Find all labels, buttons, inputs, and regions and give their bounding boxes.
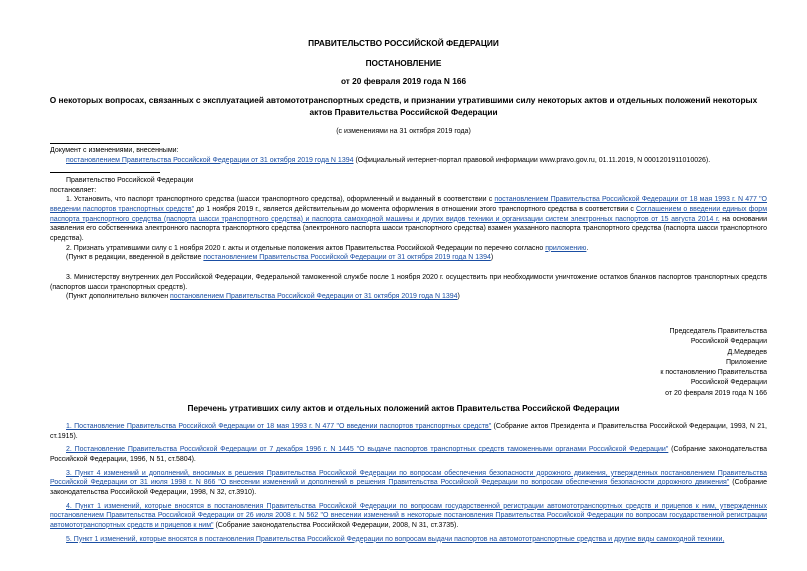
paragraph-3-note-text-b: ) [457,293,460,301]
changes-block [50,146,767,165]
signature-line-3: Д.Медведев [727,348,767,356]
paragraph-2-link[interactable]: приложению [545,244,587,252]
paragraph-2-note-link[interactable]: постановлением Правительства Российской Федерации от 31 октября 2019 года N 1394 [203,254,491,262]
paragraph-2-text-a: 2. Признать утратившими силу с 1 ноября 2020 г. акты и отдельные положения актов Правительства Российской Федерации по перечню согласно [66,244,546,252]
date-number-heading: от 20 февраля 2019 года N 166 [340,76,467,86]
list-item-4-text: (Собрание законодательства Российской Федерации, 2008, N 31, ст.3735). [213,521,459,529]
paragraph-2-text-b: . [586,244,589,252]
paragraph-2-note-text-a: (Пункт в редакции, введенной в действие [66,254,204,262]
changes-link[interactable]: постановлением Правительства Российской Федерации от 31 октября 2019 года N 1394 [66,156,354,164]
signature-line-1: Председатель Правительства [669,328,767,335]
changes-source: (Официальный интернет-портал правовой информации www.pravo.gov.ru, 01.11.2019, N 0001201911010026). [353,156,711,164]
changes-source-line [50,156,767,166]
list-item-3 [50,469,767,498]
paragraph-1-text-a: 1. Установить, что паспорт транспортного средства (шасси транспортного средства), оформленный и выданный в соответствии с [66,196,495,204]
paragraph-1-link-1[interactable]: постановлением Правительства Российской Федерации от 18 мая 1993 г. N 477 "О введении паспортов транспортных средств" [50,196,767,213]
doc-type-heading: ПОСТАНОВЛЕНИЕ [365,58,442,68]
list-item-1-link[interactable]: 1. Постановление Правительства Российской Федерации от 18 мая 1993 г. N 477 "О введении паспортов транспортных средств" [66,423,492,430]
paragraph-2-note-text-b: ) [490,254,494,262]
paragraph-2 [50,244,767,254]
list-item-2 [50,445,767,464]
document-title: О некоторых вопросах, связанных с эксплуатацией автомототранспортных средств, и признании утратившими силу некоторых актов и отдельных положений некоторых актов Правительства Российской Федерации [49,95,758,118]
preamble-line-2: постановляет: [50,186,97,194]
list-item-5-link[interactable]: 5. Пункт 1 изменений, которые вносятся в постановления Правительства Российской Федерации по вопросам выдачи паспортов на автомототранспортные средства и другие виды самоходной техники, [66,535,725,543]
paragraph-1 [50,195,767,243]
list-item-4 [50,502,767,531]
list-item-4-link[interactable]: 4. Пункт 1 изменений, которые вносятся в постановления Правительства Российской Федерации по вопросам государственной регистрации автомототранспортных средств и прицепов к ним, утвержденных постановлением Правительства Российской Федерации от 26 июля 2008 г. N 562 "О внесении изменений в некоторые постановления Правительства Российской Федерации по вопросам государственной регистрации автомототранспортных средств и прицепов к ним" [50,502,767,529]
paragraph-3-note [50,292,767,302]
paragraph-3: 3. Министерству внутренних дел Российской Федерации, Федеральной таможенной службе после 1 ноября 2020 г. осуществить при необходимости уничтожение остатков бланков паспортов транспортных средств (паспортов шасси транспортных средств). [50,273,767,291]
appendix-line-3: Российской Федерации [690,379,767,387]
appendix-line-1: Приложение [725,358,767,366]
list-item-3-text: (Собрание законодательства Российской Федерации, 1998, N 32, ст.3910). [50,479,767,496]
paragraph-1-text-c: на основании заявления его собственника электронного паспорта транспортного средства (электронного паспорта шасси транспортного средства) взамен указанного паспорта транспортного средства (паспорта шасси транспортного средства). [50,215,767,242]
body-block [50,176,767,302]
list-item-2-text: (Собрание законодательства Российской Федерации, 1996, N 51, ст.5804). [50,446,767,463]
divider-bottom [50,172,160,173]
revision-note: (с изменениями на 31 октября 2019 года) [336,128,471,135]
appendix-line-4: от 20 февраля 2019 года N 166 [665,389,767,397]
changes-intro: Документ с изменениями, внесенными: [50,147,179,154]
signature-line-2: Российской Федерации [690,338,767,346]
paragraph-3-note-text-a: (Пункт дополнительно включен [66,293,171,301]
list-item-2-link[interactable]: 2. Постановление Правительства Российской Федерации от 7 декабря 1996 г. N 1445 "О выдаче паспортов транспортных средств таможенными органами Российской Федерации" [66,446,669,454]
paragraph-3-note-link[interactable]: постановлением Правительства Российской Федерации от 31 октября 2019 года N 1394 [170,293,458,301]
list-item-1 [50,422,767,441]
divider-top [50,143,160,144]
preamble-line-1: Правительство Российской Федерации [66,177,194,184]
signature-block [507,327,767,399]
paragraph-2-note [50,253,767,263]
list-item-5 [50,535,767,545]
government-heading: ПРАВИТЕЛЬСТВО РОССИЙСКОЙ ФЕДЕРАЦИИ [308,38,499,48]
paragraph-1-link-2[interactable]: Соглашением о введении единых форм паспорта транспортного средства (паспорта шасси транспортного средства) и паспорта самоходной машины и других видов техники и организации систем электронных паспортов от 15 августа 2014 г. [50,205,768,223]
list-item-1-text: (Собрание актов Президента и Правительства Российской Федерации, 1993, N 21, ст.1915). [50,423,768,440]
paragraph-1-text-b: до 1 ноября 2019 г., является действительным до момента оформления в отношении этого транспортного средства в соответствии с [194,205,636,213]
appendix-title: Перечень утративших силу актов и отдельных положений актов Правительства Российской Федерации [187,403,620,413]
repeal-list [50,422,767,544]
list-item-3-link[interactable]: 3. Пункт 4 изменений и дополнений, вносимых в решения Правительства Российской Федерации по вопросам обеспечения безопасности дорожного движения, утвержденных постановлением Правительства Российской Федерации от 31 июля 1998 г. N 866 "О внесении изменений и дополнений в решения Правительства Российской Федерации по вопросам обеспечения безопасности дорожного движения" [50,469,767,487]
appendix-line-2: к постановлению Правительства [660,369,767,377]
